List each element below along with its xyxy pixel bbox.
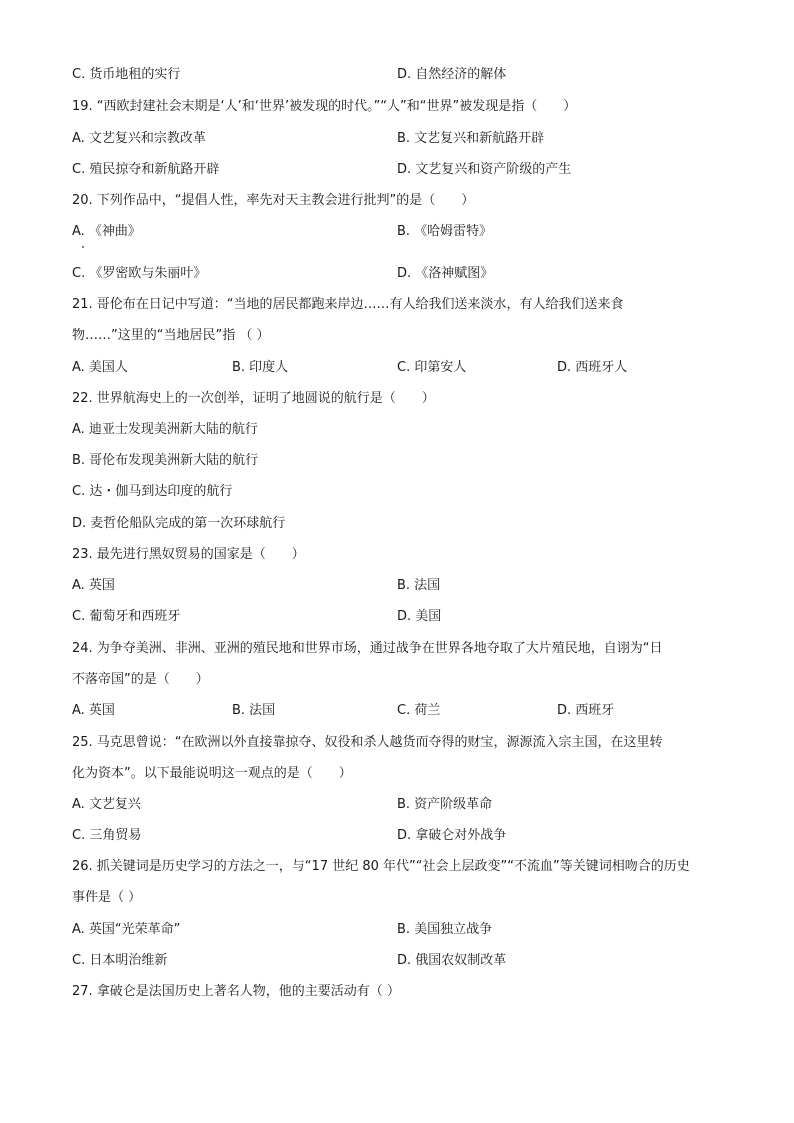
q24-option-a: A. 英国 — [72, 703, 115, 718]
q19-option-d: D. 文艺复兴和资产阶级的产生 — [397, 162, 572, 177]
q25-stem-line1: 25. 马克思曾说：“在欧洲以外直接靠掠夺、奴役和杀人越货而夺得的财宝，源源流入宗主国，在这里转 — [72, 735, 663, 750]
q24-option-b: B. 法国 — [232, 703, 276, 718]
q25-option-a: A. 文艺复兴 — [72, 797, 141, 812]
q19-stem: 19. “西欧封建社会末期是‘人’和‘世界’被发现的时代。”“人”和“世界”被发现是指（ ） — [72, 99, 577, 114]
q21-option-c: C. 印第安人 — [397, 360, 467, 375]
q20-option-a: A. 《神曲》 — [72, 224, 141, 239]
q26-option-d: D. 俄国农奴制改革 — [397, 953, 507, 968]
q20-stem: 20. 下列作品中，“提倡人性，率先对天主教会进行批判”的是（ ） — [72, 193, 475, 208]
q22-option-c: C. 达・伽马到达印度的航行 — [72, 484, 233, 499]
q24-option-c: C. 荷兰 — [397, 703, 441, 718]
q23-option-c: C. 葡萄牙和西班牙 — [72, 609, 181, 624]
q20-option-c: C. 《罗密欧与朱丽叶》 — [72, 266, 207, 281]
q22-option-a: A. 迪亚士发现美洲新大陆的航行 — [72, 422, 258, 437]
q23-stem: 23. 最先进行黑奴贸易的国家是（ ） — [72, 547, 305, 562]
q25-stem-line2: 化为资本”。以下最能说明这一观点的是（ ） — [72, 766, 352, 781]
q22-stem: 22. 世界航海史上的一次创举，证明了地圆说的航行是（ ） — [72, 391, 435, 406]
q24-stem-line2: 不落帝国”的是（ ） — [72, 672, 209, 687]
q21-option-d: D. 西班牙人 — [557, 360, 628, 375]
q22-option-d: D. 麦哲伦船队完成的第一次环球航行 — [72, 516, 286, 531]
stray-dot — [82, 246, 84, 248]
q21-stem-line1: 21. 哥伦布在日记中写道：“当地的居民都跑来岸边……有人给我们送来淡水，有人给我们送来食 — [72, 297, 624, 312]
q21-stem-line2: 物……”这里的“当地居民”指 （ ） — [72, 328, 270, 343]
q19-option-c: C. 殖民掠夺和新航路开辟 — [72, 162, 220, 177]
q25-option-c: C. 三角贸易 — [72, 828, 142, 843]
q27-stem: 27. 拿破仑是法国历史上著名人物，他的主要活动有（ ） — [72, 984, 400, 999]
q24-option-d: D. 西班牙 — [557, 703, 615, 718]
q26-stem-line1: 26. 抓关键词是历史学习的方法之一，与“17 世纪 80 年代”“社会上层政变”“不流血”等关键词相吻合的历史 — [72, 859, 690, 874]
q24-stem-line1: 24. 为争夺美洲、非洲、亚洲的殖民地和世界市场，通过战争在世界各地夺取了大片殖民地，自诩为“日 — [72, 641, 663, 656]
q23-option-a: A. 英国 — [72, 578, 115, 593]
q25-option-d: D. 拿破仑对外战争 — [397, 828, 507, 843]
q23-option-d: D. 美国 — [397, 609, 442, 624]
q26-option-b: B. 美国独立战争 — [397, 922, 493, 937]
q19-option-b: B. 文艺复兴和新航路开辟 — [397, 131, 545, 146]
q20-option-d: D. 《洛神赋图》 — [397, 266, 494, 281]
q25-option-b: B. 资产阶级革命 — [397, 797, 493, 812]
q18-option-d: D. 自然经济的解体 — [397, 67, 507, 82]
q21-option-b: B. 印度人 — [232, 360, 289, 375]
q20-option-b: B. 《哈姆雷特》 — [397, 224, 493, 239]
q22-option-b: B. 哥伦布发现美洲新大陆的航行 — [72, 453, 259, 468]
q21-option-a: A. 美国人 — [72, 360, 128, 375]
q26-option-a: A. 英国“光荣革命” — [72, 922, 181, 937]
q26-option-c: C. 日本明治维新 — [72, 953, 168, 968]
q18-option-c: C. 货币地租的实行 — [72, 67, 181, 82]
q23-option-b: B. 法国 — [397, 578, 441, 593]
q26-stem-line2: 事件是（ ） — [72, 890, 142, 905]
q19-option-a: A. 文艺复兴和宗教改革 — [72, 131, 206, 146]
